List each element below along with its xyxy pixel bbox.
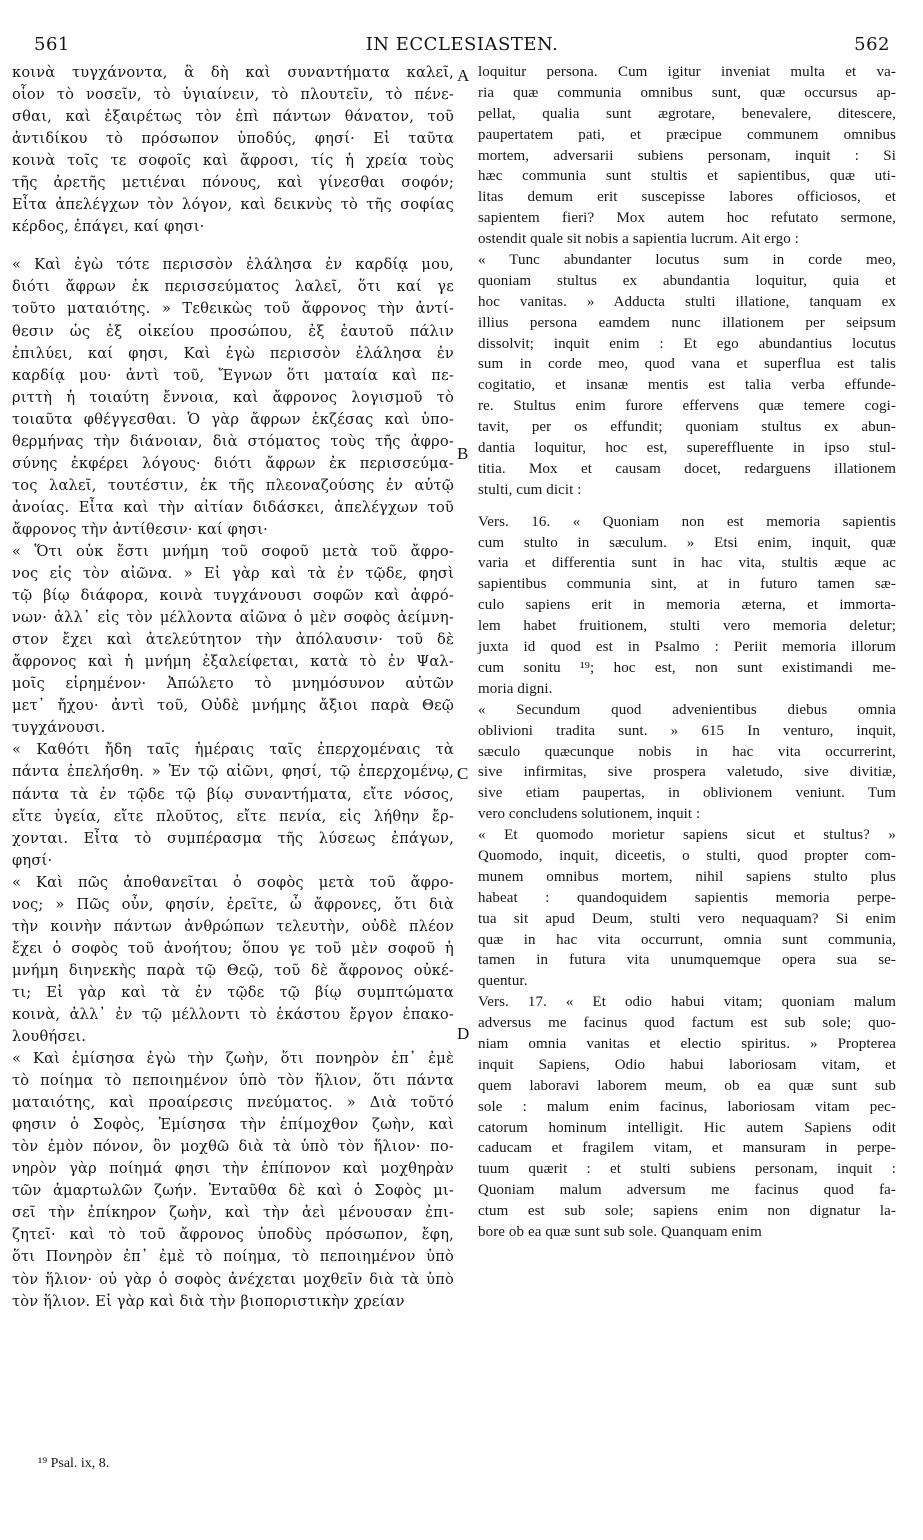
latin-line: cum stulto in sæculum. » Etsi enim, inquit, quæ xyxy=(478,534,896,551)
greek-line: τὸν ἥλιον· οὐ γὰρ ὁ σοφὸς ἀνέχεται μοχθεῖν διὰ τὰ ὑπὸ xyxy=(12,1270,454,1288)
margin-letter-c: C xyxy=(457,764,469,783)
greek-line: « Ὅτι οὐκ ἔστι μνήμη τοῦ σοφοῦ μετὰ τοῦ ἄφρο- xyxy=(12,542,454,560)
latin-line: sum in corde meo, quod vana et superflua est talis xyxy=(478,356,896,373)
greek-line: τὸν ἥλιον. Εἰ γὰρ καὶ διὰ τὴν βιοποριστικὴν χρείαν xyxy=(12,1292,405,1310)
margin-letter-b: B xyxy=(457,444,469,463)
latin-line: sapientibus communia sint, at in futuro tamen sæ- xyxy=(478,576,896,593)
greek-line: τῆς ἀρετῆς μετιέναι πόνους, καὶ γίνεσθαι σοφόν; xyxy=(12,174,454,192)
latin-line: pellat, qualia sunt ægrotare, benevalere, ditescere, xyxy=(478,105,896,122)
latin-line: loquitur persona. Cum igitur inveniat multa et va- xyxy=(478,64,896,80)
latin-line: hæc communia sunt stultis et sapientibus, quæ uti- xyxy=(478,168,896,185)
latin-line: dantia loquitur, hoc est, supereffluente in ipso stul- xyxy=(478,440,896,457)
greek-line: ἄφρονος καὶ ἡ μνήμη ἐξαλείφεται, κατὰ τὸ ἐν Ψαλ- xyxy=(12,653,454,671)
greek-line: τῶν ἁμαρτωλῶν ζωήν. Ἐνταῦθα δὲ καὶ ὁ Σοφὸς μι- xyxy=(12,1182,454,1200)
latin-line: mortem, adversarii subiens personam, inquit : Si xyxy=(478,147,896,164)
greek-line: ἀντιδίκου τὸ πρόσωπον ὑποδύς, φησί· Εἰ ταῦτα xyxy=(12,130,454,148)
greek-line: καρδίᾳ μου· ἀντὶ τοῦ, Ἔγνων ὅτι ματαία καὶ πε- xyxy=(12,366,454,384)
latin-line: catorum hominum intelligit. Hic autem Sapiens odit xyxy=(478,1119,896,1136)
greek-line: ματαιότης, καὶ προαίρεσις πνεύματος. » Διὰ τοῦτό xyxy=(12,1094,454,1112)
latin-line: juxta id quod est in Psalmo : Periit memoria illorum xyxy=(478,639,896,656)
latin-line: « Et quomodo morietur sapiens sicut et stultus? » xyxy=(478,827,896,844)
latin-line: cum sonitu ¹⁹; hoc est, non sunt existimandi me- xyxy=(478,659,896,676)
greek-line: ἀνοίας. Εἶτα καὶ τὴν αἰτίαν διδάσκει, ἀπελέγχων τοῦ xyxy=(12,498,454,516)
greek-line: νηρὸν γὰρ ποίημά φησι τὴν ἐπίπονον καὶ μοχθηρὰν xyxy=(12,1160,454,1178)
latin-line: bore ob ea quæ sunt sub sole. Quanquam enim xyxy=(478,1223,762,1240)
latin-line: tavit, per os effundit; quoniam stultus ex abun- xyxy=(478,419,896,436)
latin-line: sive infirmitas, sive prospera valetudo, sive divitiæ, xyxy=(478,764,896,781)
latin-line: re. Stultus enim furore effervens quæ temere cogi- xyxy=(478,398,896,415)
latin-line: tua sit apud Deum, stulti vero nequaquam? Si enim xyxy=(478,910,896,927)
greek-line: πάντα τὰ ἐν τῷδε τῷ βίῳ συναντήματα, εἴτε νόσος, xyxy=(12,785,454,803)
latin-line: niam omnia vanitas et electio spiritus. » Propterea xyxy=(478,1035,896,1052)
latin-line: sole : malum enim facinus, laboriosam vitam pec- xyxy=(478,1098,896,1115)
latin-line: « Tunc abundanter locutus sum in corde meo, xyxy=(478,252,896,269)
latin-line: oblivioni tradita sunt. » 615 In venturo, inquit, xyxy=(478,722,896,739)
greek-line: μνήμη διηνεκὴς παρὰ τῷ Θεῷ, τοῦ δὲ ἄφρονος οὐκέ- xyxy=(12,961,454,979)
greek-line: τυγχάνουσι. xyxy=(12,719,106,737)
greek-gap xyxy=(12,238,454,254)
latin-line: Vers. 16. « Quoniam non est memoria sapientis xyxy=(478,513,896,530)
latin-line: ctum est sub sole; sapiens enim non dignatur la- xyxy=(478,1203,896,1220)
greek-line: νος; » Πῶς οὖν, φησίν, ἐρεῖτε, ὦ ἄφρονες, ὅτι διὰ xyxy=(12,895,454,913)
latin-line: sapientem fieri? Mox autem hoc refutato sermone, xyxy=(478,210,896,227)
greek-line: πάντα ἐπελήσθη. » Ἐν τῷ αἰῶνι, φησί, τῷ ἐπερχομένῳ, xyxy=(12,763,454,781)
greek-line: κοινὰ τυγχάνοντα, ἃ δὴ καὶ συναντήματα καλεῖ, xyxy=(12,64,454,81)
greek-line: τι; Εἰ γὰρ καὶ τὰ ἐν τῷδε τῷ βίῳ συμπτώματα xyxy=(12,983,454,1001)
greek-line: κοινὰ, ἀλλ᾽ ἐν τῷ μέλλοντι τὸ ἑκάστου ἔργον ἐπακο- xyxy=(12,1005,454,1023)
greek-line: διότι ἄφρων ἐκ περισσεύματος λαλεῖ, ὅτι καί γε xyxy=(12,278,454,296)
greek-line: χονται. Εἶτα τὸ συμπέρασμα τῆς λύσεως ἐπάγων, xyxy=(12,829,454,847)
greek-line: τὸν ἐμὸν πόνον, ὃν μοχθῶ διὰ τὰ ὑπὸ τὸν ἥλιον· πο- xyxy=(12,1138,454,1156)
greek-line: νος εἰς τὸν αἰῶνα. » Εἰ γὰρ καὶ τὰ ἐν τῷδε, φησὶ xyxy=(12,565,454,583)
latin-line: Quomodo, inquit, diceetis, o stulti, quod propter com- xyxy=(478,847,896,864)
greek-line: κέρδος, ἐπάγει, καί φησι· xyxy=(12,218,205,236)
greek-line: τὸ ποίημα τὸ πεποιημένον ὑπὸ τὸν ἥλιον, ὅτι πάντα xyxy=(12,1072,454,1090)
greek-line: θερμήνας τὴν διάνοιαν, διὰ στόματος τοὺς τῆς ἀφρο- xyxy=(12,432,454,450)
latin-line: quem laboravi laborem meum, ob ea quæ sunt sub xyxy=(478,1077,896,1094)
greek-line: τὴν κοινὴν πάντων ἀνθρώπων τελευτὴν, οὐδὲ πλέον xyxy=(12,917,454,935)
greek-line: σθαι, καὶ ἐξαιρέτως τὸν ἐπὶ πάντων θάνατον, τοῦ xyxy=(12,108,454,126)
greek-line: σεῖ τὴν ἐπίκηρον ζωὴν, καὶ τὴν ἀεὶ μένουσαν ἐπι- xyxy=(12,1204,454,1222)
latin-line: ria quæ communia omnibus sunt, quæ occursus ap- xyxy=(478,84,896,101)
latin-line: paupertatem pati, et præcipue communem omnibus xyxy=(478,126,896,143)
greek-line: « Καὶ πῶς ἀποθανεῖται ὁ σοφὸς μετὰ τοῦ ἄφρο- xyxy=(12,873,454,891)
latin-line: illius persona eamdem nunc illationem per seipsum xyxy=(478,314,896,331)
greek-line: σύνης ἐκφέρει λόγους· διότι ἄφρων ἐκ περισσεύμα- xyxy=(12,454,454,472)
greek-line: οἷον τὸ νοσεῖν, τὸ ὑγιαίνειν, τὸ πλουτεῖν, τὸ πένε- xyxy=(12,86,454,104)
page-number-right: 562 xyxy=(854,34,890,55)
greek-line: τῷ βίῳ διάφορα, κοινὰ τυγχάνουσι σοφῶν καὶ ἀφρό- xyxy=(12,587,454,605)
latin-column xyxy=(478,62,896,1243)
margin-letter-a: A xyxy=(457,66,470,85)
latin-line: adversus me facinus quod factum est sub sole; quo- xyxy=(478,1015,896,1032)
greek-line: ἄφρονος τὴν ἀντίθεσιν· καί φησι· xyxy=(12,520,268,538)
latin-line: dissolvit; inquit enim : Et ego abundantius locutus xyxy=(478,335,896,352)
latin-line: culo sapiens erit in memoria æterna, et immorta- xyxy=(478,597,896,614)
greek-line: ὅτι Πονηρὸν ἐπ᾽ ἐμὲ τὸ ποίημα, τὸ πεποιημένον ὑπὸ xyxy=(12,1248,454,1266)
latin-line: vero concludens solutionem, inquit : xyxy=(478,806,701,823)
latin-line: cogitatio, et insanæ mentis est talia verba effunde- xyxy=(478,377,896,394)
greek-line: « Καὶ ἐγὼ τότε περισσὸν ἐλάλησα ἐν καρδίᾳ μου, xyxy=(12,256,454,274)
greek-line: φησί· xyxy=(12,851,53,869)
latin-line: tuum quærit : et stulti subiens personam, inquit : xyxy=(478,1161,896,1178)
margin-letter-d: D xyxy=(457,1024,470,1043)
latin-line: lem habet fruitionem, stulti vero memoria deletur; xyxy=(478,618,896,635)
greek-line: εἴτε ὑγεία, εἴτε πλοῦτος, εἴτε πενία, εἰς λήθην ἔρ- xyxy=(12,807,454,825)
greek-line: ζητεῖ· καὶ τὸ τοῦ ἄφρονος ὑποδὺς πρόσωπον, ἔφη, xyxy=(12,1226,454,1244)
latin-line: tamen in futura vita unumquemque opera sua se- xyxy=(478,952,896,969)
running-title: IN ECCLESIASTEN. xyxy=(365,34,559,55)
latin-line: litas demum erit suscepisse labores officiosos, et xyxy=(478,189,896,206)
greek-line: μετ᾽ ἤχου· ἀντὶ τοῦ, Οὐδὲ μνήμης ἄξιοι παρὰ Θεῷ xyxy=(12,697,454,715)
greek-line: θεσιν ὡς ἐξ οἰκείου προσώπου, ἐξ ἑαυτοῦ πάλιν xyxy=(12,322,454,340)
greek-line: Εἶτα ἀπελέγχων τὸν λόγον, καὶ δεικνὺς τὸ τῆς σοφίας xyxy=(12,196,454,214)
latin-line: habeat : quandoquidem sapientis memoria perpe- xyxy=(478,889,896,906)
page-number-left: 561 xyxy=(34,34,70,55)
latin-line: inquit Sapiens, Odio habui laboriosam vitam, et xyxy=(478,1056,896,1073)
greek-line: ἐπιλύει, καί φησι, Καὶ ἐγὼ περισσὸν ἐλάλησα ἐν xyxy=(12,344,454,362)
latin-line: hoc vanitas. » Adducta stulti illatione, tanquam ex xyxy=(478,293,896,310)
latin-line: varia et differentia sunt in hac vita, stultis æque ac xyxy=(478,555,896,572)
greek-line: τοῦτο ματαιότης. » Τεθεικὼς τοῦ ἄφρονος τὴν ἀντί- xyxy=(12,300,454,318)
latin-line: stulti, cum dicit : xyxy=(478,481,582,498)
latin-line: Quoniam malum adversum me facinus quod fa- xyxy=(478,1182,896,1199)
greek-line: κοινὰ τοῖς τε σοφοῖς καὶ ἄφροσι, τίς ἡ χρεία τοὺς xyxy=(12,152,454,170)
greek-line: φησιν ὁ Σοφὸς, Ἐμίσησα τὴν ἐπίμοχθον ζωὴν, καὶ xyxy=(12,1116,454,1134)
greek-line: « Καθότι ἤδη ταῖς ἡμέραις ταῖς ἐπερχομέναις τὰ xyxy=(12,741,454,759)
greek-line: μοῖς εἰρημένον· Ἀπώλετο τὸ μνημόσυνον αὐτῶν xyxy=(12,675,454,693)
greek-line: νων· ἀλλ᾽ εἰς τὸν μέλλοντα αἰῶνα ὁ μὲν σοφὸς ἀείμνη- xyxy=(12,609,454,627)
latin-line: sive etiam paupertas, in oblivionem veniunt. Tum xyxy=(478,785,896,802)
greek-line: τος λαλεῖ, τουτέστιν, ἐκ τῆς πλεοναζούσης ἐν αὐτῷ xyxy=(12,476,454,494)
greek-line: ἔχει ὁ σοφὸς τοῦ ἀνοήτου; ὅπου γε τοῦ μὲν σοφοῦ ἡ xyxy=(12,939,454,957)
latin-line: ostendit quale sit nobis a sapientia lucrum. Ait ergo : xyxy=(478,231,800,248)
latin-line: « Secundum quod advenientibus diebus omnia xyxy=(478,701,896,718)
latin-line: quentur. xyxy=(478,973,528,990)
greek-line: λουθήσει. xyxy=(12,1028,87,1046)
latin-line: quæ in hac vita occurrunt, omnia sunt communia, xyxy=(478,931,896,948)
greek-line: τοιαῦτα φθέγγεσθαι. Ὁ γὰρ ἄφρων ἐκζέσας καὶ ὑπο- xyxy=(12,410,454,428)
latin-line: quoniam stultus ex abundantia loquitur, quia et xyxy=(478,272,896,289)
greek-line: « Καὶ ἐμίσησα ἐγὼ τὴν ζωὴν, ὅτι πονηρὸν ἐπ᾽ ἐμὲ xyxy=(12,1050,454,1068)
latin-line: Vers. 17. « Et odio habui vitam; quoniam malum xyxy=(478,994,896,1011)
greek-column xyxy=(12,62,454,1313)
latin-line: titia. Mox et causam docet, redarguens illationem xyxy=(478,460,896,477)
running-header xyxy=(34,34,890,60)
latin-line: sæculo quæcunque nobis in hac vita occurrerint, xyxy=(478,743,896,760)
latin-line: munem omnibus mortem, nihil sapiens stulto plus xyxy=(478,868,896,885)
greek-line: ριττὴ ἡ τοιαύτη ἔννοια, καὶ ἄφρονος λογισμοῦ τὸ xyxy=(12,388,454,406)
latin-gap xyxy=(478,501,896,512)
latin-line: caducam et fragilem vitam, et mansuram in perpe- xyxy=(478,1140,896,1157)
latin-line: moria digni. xyxy=(478,680,553,697)
greek-line: στον ἔχει καὶ ἀτελεύτητον τὴν ἀπόλαυσιν· τοῦ δὲ xyxy=(12,631,454,649)
footnote: ¹⁹ Psal. ix, 8. xyxy=(38,1456,110,1471)
